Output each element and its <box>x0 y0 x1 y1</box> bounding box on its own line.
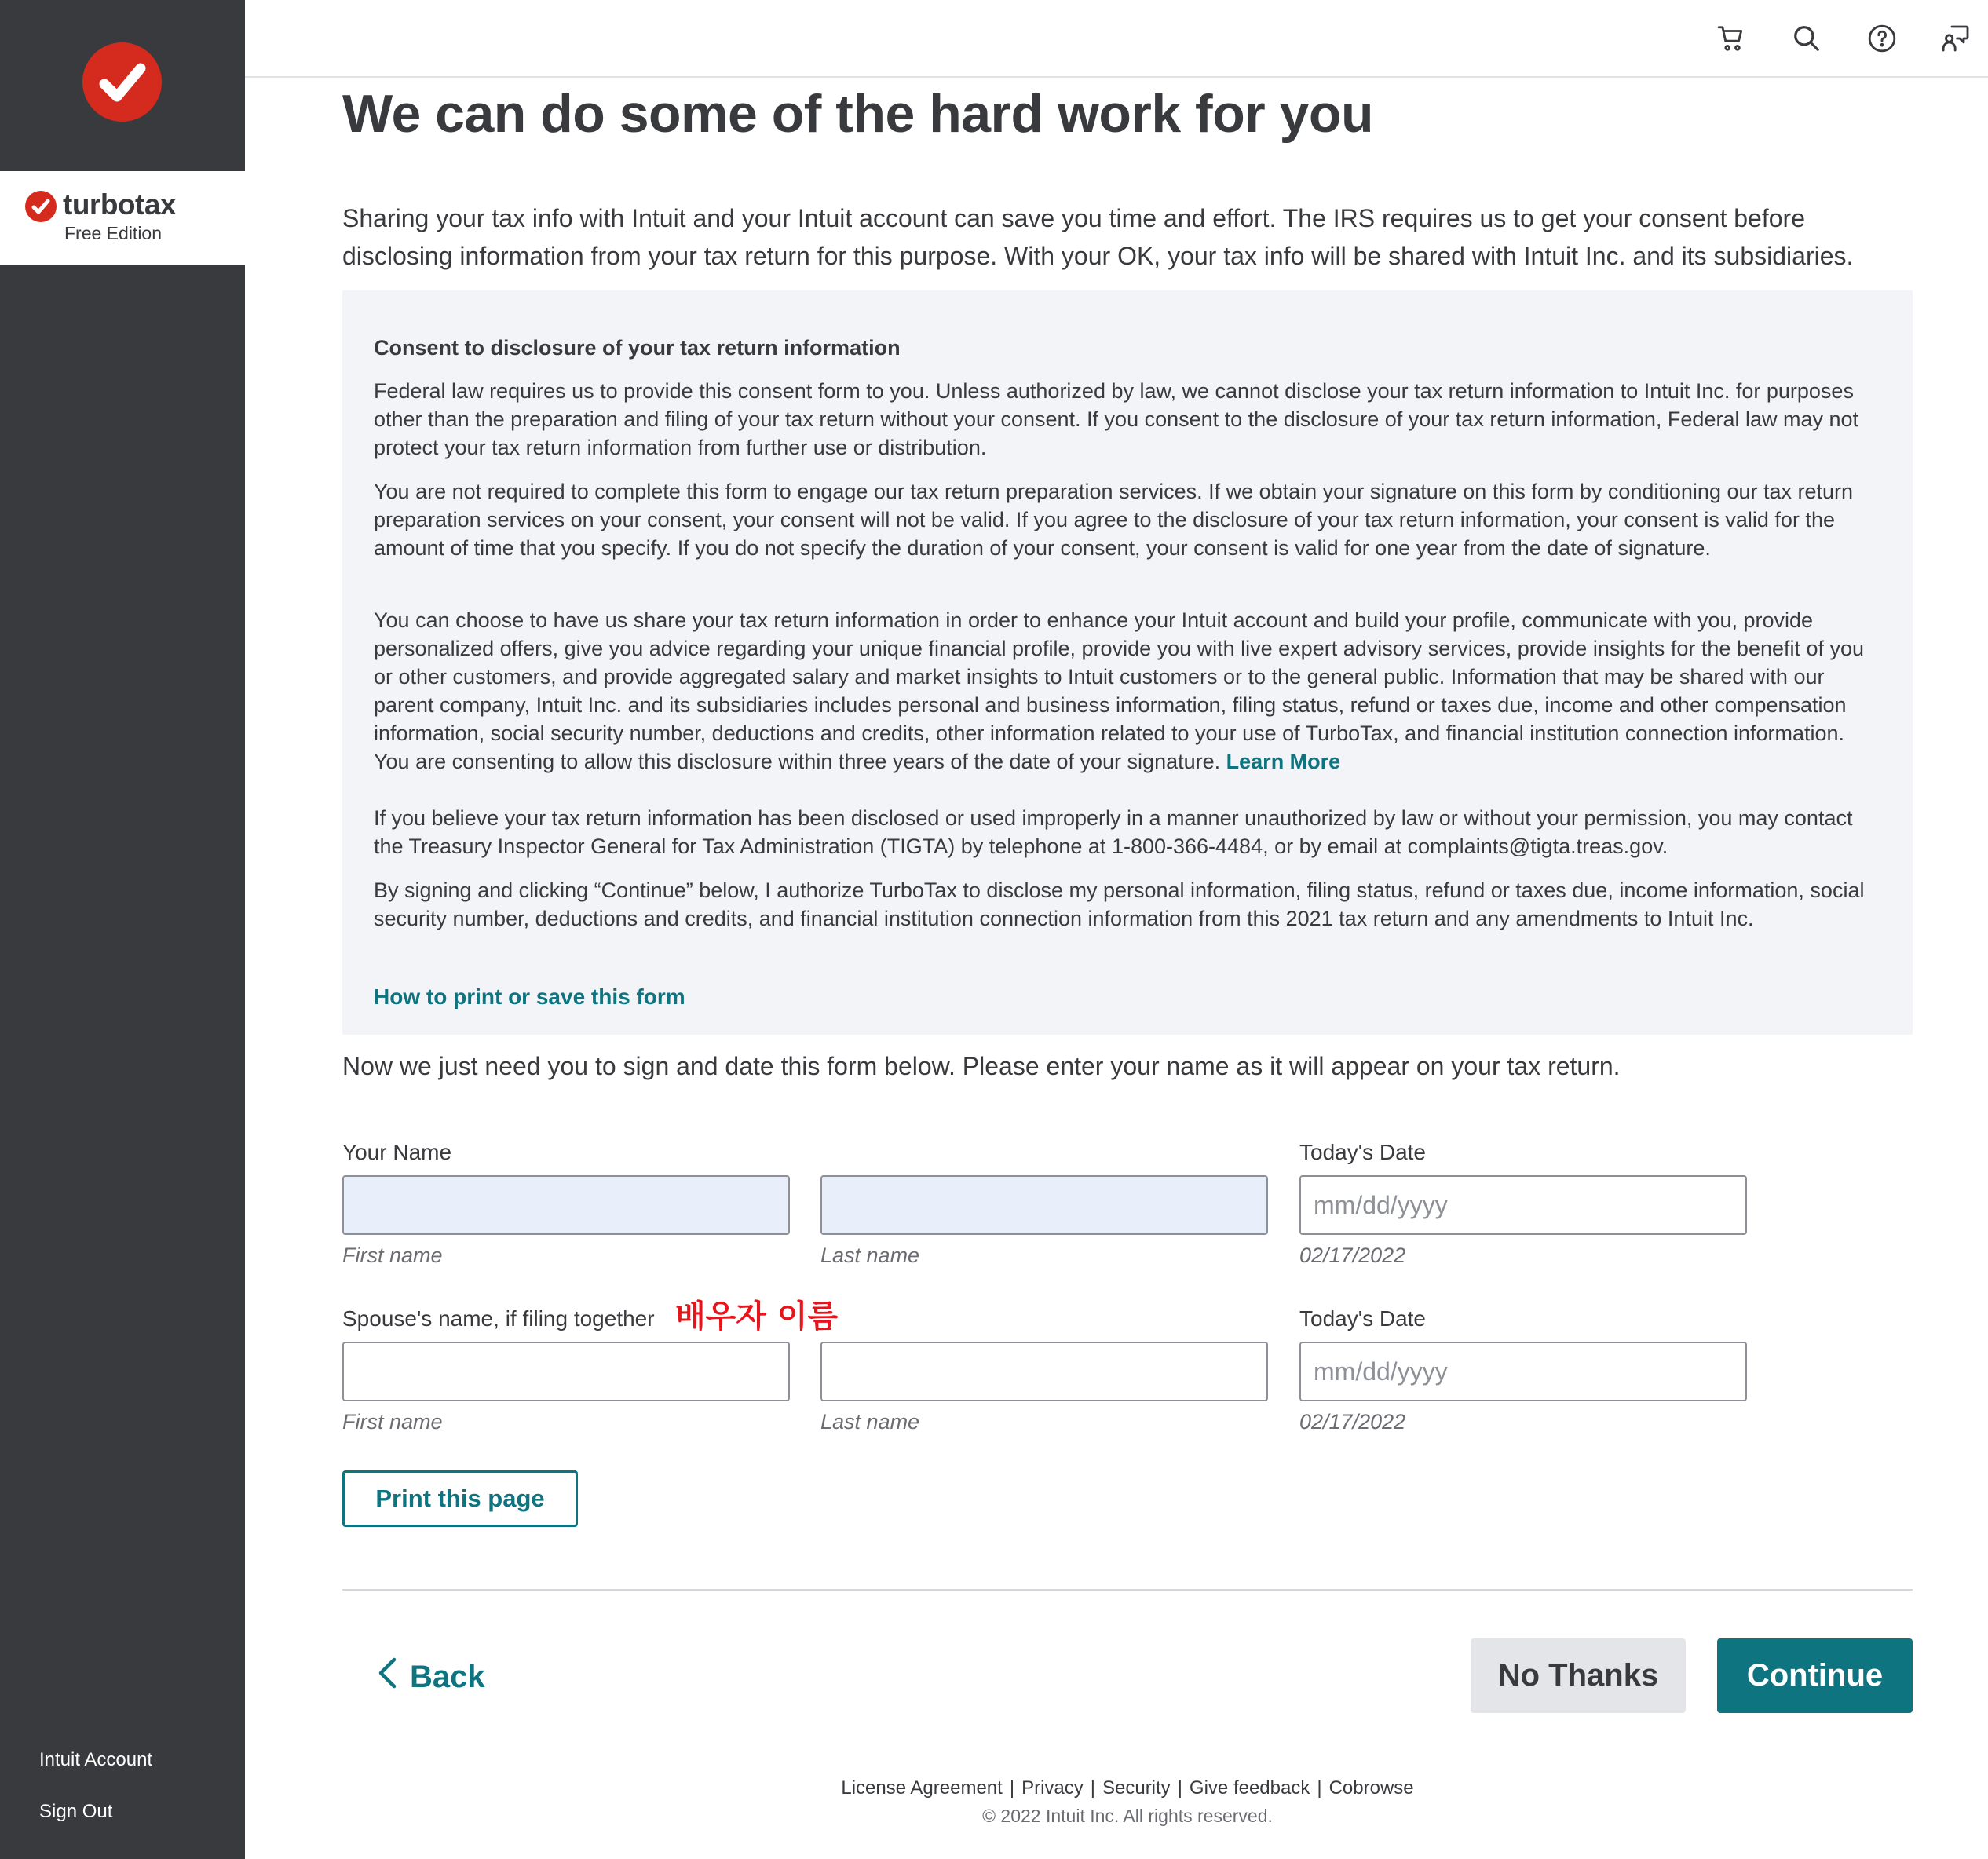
how-to-print-link[interactable]: How to print or save this form <box>374 984 685 1009</box>
last-name-hint: Last name <box>820 1244 920 1267</box>
brand-name: turbotax <box>63 188 176 221</box>
spouse-last-name-input[interactable] <box>820 1342 1268 1401</box>
spouse-last-name-hint: Last name <box>820 1410 920 1434</box>
consent-paragraph-3-text: You can choose to have us share your tax return information in order to enhance your Intuit account and build your profile, communicate with you, provide personalized offers, give you advice regarding your unique financial profile, provide you with live expert advisory services, provide insights for the benefit of you or other customers, and provide aggregated salary and market insights to Intuit customers or to the general public. Information that may be shared with our parent company, Intuit Inc. and its subsidiaries includes personal and business information, filing status, refund or taxes due, income and other compensation information, social security number, deductions and credits, other information related to your use of TurboTax, and financial institution connection information. You are consenting to allow this disclosure within three years of the date of your signature. <box>374 608 1865 773</box>
divider <box>342 1589 1913 1591</box>
search-icon[interactable] <box>1784 16 1829 61</box>
spouse-annotation: 배우자 이름 <box>675 1298 839 1335</box>
first-name-hint: First name <box>342 1244 443 1267</box>
intro-text: Sharing your tax info with Intuit and your Intuit account can save you time and effort. The IRS requires us to get your consent before disclosing information from your tax return for this purpose. With your OK, your tax info will be shared with Intuit Inc. and its subsidiaries. <box>342 204 1854 270</box>
sign-instruction: Now we just need you to sign and date this form below. Please enter your name as it will appear on your tax return. <box>342 1052 1621 1080</box>
todays-date-label: Today's Date <box>1299 1140 1426 1164</box>
chevron-left-icon <box>377 1656 397 1697</box>
footer-links <box>837 1777 1418 1799</box>
footer-separator: | <box>1177 1777 1182 1799</box>
spouse-date-hint: 02/17/2022 <box>1299 1410 1406 1434</box>
turbotax-check-logo-icon[interactable] <box>82 42 162 122</box>
sidebar-logo-area <box>0 0 245 171</box>
footer-link-cobrowse[interactable]: Cobrowse <box>1328 1777 1414 1799</box>
date-hint: 02/17/2022 <box>1299 1244 1406 1267</box>
footer-separator: | <box>1090 1777 1095 1799</box>
footer-link-feedback[interactable]: Give feedback <box>1189 1777 1310 1799</box>
print-page-button[interactable]: Print this page <box>342 1470 578 1527</box>
turbotax-small-check-icon <box>25 191 57 222</box>
spouse-first-name-input[interactable] <box>342 1342 790 1401</box>
spouse-name-label: Spouse's name, if filing together <box>342 1306 655 1331</box>
consent-paragraph-4: If you believe your tax return information has been disclosed or used improperly in a manner unauthorized by law or without your permission, you may contact the Treasury Inspector General for Tax Administration (TIGTA) by telephone at 1-800-366-4484, or by email at complaints@tigta.treas.gov. <box>374 806 1853 858</box>
no-thanks-button[interactable]: No Thanks <box>1471 1638 1686 1713</box>
top-bar <box>245 0 1988 78</box>
consent-paragraph-3 <box>374 606 1885 776</box>
sidebar-link-intuit-account[interactable]: Intuit Account <box>39 1749 153 1770</box>
learn-more-link[interactable]: Learn More <box>1226 750 1341 773</box>
sidebar <box>0 0 245 1859</box>
spouse-date-input[interactable]: mm/dd/yyyy <box>1299 1342 1747 1401</box>
your-name-label: Your Name <box>342 1140 452 1164</box>
footer-link-privacy[interactable]: Privacy <box>1021 1777 1084 1799</box>
sidebar-link-sign-out[interactable]: Sign Out <box>39 1801 113 1822</box>
chat-icon[interactable] <box>1933 16 1979 61</box>
help-icon[interactable] <box>1859 16 1905 61</box>
cart-icon[interactable] <box>1708 16 1754 61</box>
footer-link-license[interactable]: License Agreement <box>841 1777 1003 1799</box>
footer-separator: | <box>1317 1777 1322 1799</box>
your-last-name-input[interactable] <box>820 1175 1268 1235</box>
consent-paragraph-5: By signing and clicking “Continue” below, I authorize TurboTax to disclose my personal information, filing status, refund or taxes due, income information, social security number, deductions and credits, and financial institution connection information from this 2021 tax return and any amendments to Intuit Inc. <box>374 878 1865 930</box>
spouse-todays-date-label: Today's Date <box>1299 1306 1426 1331</box>
your-first-name-input[interactable] <box>342 1175 790 1235</box>
footer-link-security[interactable]: Security <box>1102 1777 1171 1799</box>
back-button[interactable] <box>377 1653 485 1700</box>
todays-date-input[interactable]: mm/dd/yyyy <box>1299 1175 1747 1235</box>
back-label: Back <box>410 1659 485 1694</box>
brand-edition: Free Edition <box>64 223 163 243</box>
consent-paragraph-2: You are not required to complete this form to engage our tax return preparation services. If we obtain your signature on this form by conditioning our tax return preparation services on your consent, your consent will not be valid. If you agree to the disclosure of your tax return information, your consent is valid for the amount of time that you specify. If you do not specify the duration of your consent, your consent is valid for one year from the date of signature. <box>374 480 1854 560</box>
consent-title: Consent to disclosure of your tax return information <box>374 336 901 360</box>
footer-separator: | <box>1009 1777 1015 1799</box>
page-title: We can do some of the hard work for you <box>342 84 1373 144</box>
consent-paragraph-1: Federal law requires us to provide this consent form to you. Unless authorized by law, we cannot disclose your tax return information to Intuit Inc. for purposes other than the preparation and filing of your tax return without your consent. If you consent to the disclosure of your tax return information, Federal law may not protect your tax return information from further use or distribution. <box>374 379 1859 459</box>
copyright: © 2022 Intuit Inc. All rights reserved. <box>982 1806 1273 1826</box>
continue-button[interactable]: Continue <box>1717 1638 1913 1713</box>
spouse-first-name-hint: First name <box>342 1410 443 1434</box>
